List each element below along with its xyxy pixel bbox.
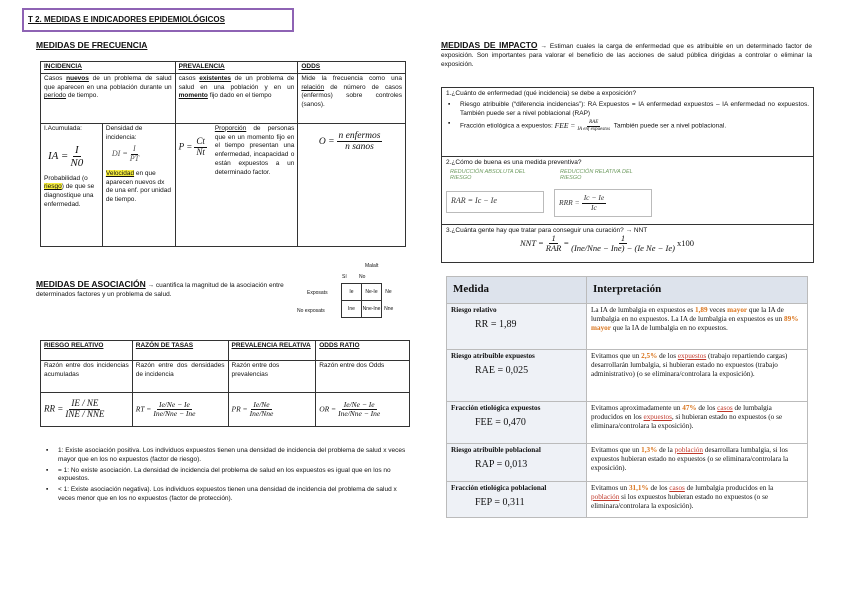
header-prevalencia: PREVALENCIA <box>175 62 298 74</box>
odds-definition: Mide la frecuencia como una relación de número de casos (enfermos) sobre controles (sanos). <box>298 73 406 123</box>
text-segment: de lumbalgia producidos en los <box>591 403 772 421</box>
medida-name: Riesgo atribuible poblacional <box>451 445 541 454</box>
question-1 <box>442 88 813 157</box>
text-segment: que la IA de lumbalgia en no expuestos. La IA de lumbalgia en expuestos es un <box>591 305 785 323</box>
question-2 <box>442 157 813 225</box>
ia-cell <box>41 123 103 246</box>
asociacion-heading <box>36 279 291 300</box>
text-segment: de la <box>657 445 675 454</box>
impacto-heading <box>441 40 812 69</box>
interpretacion-text <box>587 481 808 517</box>
p-description: Proporción de personas que en un momento fijo en el tiempo presentan una enfermedad, incapacidad o están expuestos a un determinado factor. <box>214 124 295 176</box>
odds-formula-cell <box>298 123 406 246</box>
medida-name: Riesgo relativo <box>451 305 497 314</box>
interpretacion-text <box>587 401 808 443</box>
pr-formula: PR = $\frac{Ie/Ne}{\text{Ine/Nne}}$ <box>228 393 316 427</box>
mini-cell: Ne <box>385 288 392 295</box>
text-segment: (trabajo repartiendo cargas) desarrollarán lumbalgia, si hubieran estado no expuestos (trabajo administrativo) (o se eliminara/controlara la exposición). <box>591 351 788 378</box>
impacto-title: MEDIDAS DE IMPACTO <box>441 40 538 50</box>
or-description: Razón entre dos Odds <box>316 361 410 393</box>
text-segment: Evitamos aproximadamente un <box>591 403 683 412</box>
highlight-text: 1,3% <box>641 445 658 454</box>
medida-name: Fracción etiológica poblacional <box>451 483 547 492</box>
frecuencia-table <box>40 61 406 247</box>
asociacion-bullets <box>44 447 410 506</box>
frecuencia-title: MEDIDAS DE FRECUENCIA <box>36 40 148 50</box>
asociacion-title: MEDIDAS DE ASOCIACIÓN <box>36 279 146 289</box>
highlight-text: 47% <box>682 403 697 412</box>
mini-cell: Nne-Ine <box>362 301 382 318</box>
table-row <box>447 401 808 443</box>
rt-description: Razón entre dos densidades de incidencia <box>132 361 228 393</box>
highlight-text: población <box>674 445 703 454</box>
medida-value: RR = 1,89 <box>475 318 517 330</box>
text-segment: de los <box>648 483 670 492</box>
rar-handwritten-title: REDUCCIÓN ABSOLUTA DEL RIESGO <box>450 169 526 182</box>
medida-value: FEP = 0,311 <box>475 496 525 508</box>
asociacion-description: → cuantifica la magnitud de la asociación entre determinados factores y un problema de salud. <box>36 282 284 298</box>
text-segment: veces <box>707 305 728 314</box>
impacto-questions <box>441 87 814 263</box>
header-odds: ODDS <box>298 62 406 74</box>
incidencia-definition: Casos nuevos de un problema de salud que aparecen en una población durante un período de tiempo. <box>41 73 176 123</box>
mini-col-si: Sí <box>342 274 347 280</box>
medida-value: RAP = 0,013 <box>475 458 528 470</box>
pr-description: Razón entre dos prevalencias <box>228 361 316 393</box>
highlight-text: expuestos <box>677 351 707 360</box>
mini-row-label: Exposats <box>307 290 328 296</box>
mini-cell: Ie <box>342 284 362 301</box>
or-formula: OR = $\frac{Ie/Ne - Ie}{\text{Ine/Nne − Ine}}$ <box>316 393 410 427</box>
medida-name: Riesgo atribuible expuestos <box>451 351 535 360</box>
highlight-text: 31,1% <box>628 483 649 492</box>
highlight-text: 1,89 <box>695 305 708 314</box>
mini-top-label: Malalt <box>365 263 379 269</box>
rar-formula: RAR = Ic − Ie <box>446 191 544 213</box>
mini-cell: Ine <box>342 301 362 318</box>
interp-header-medida: Medida <box>447 277 587 304</box>
question-3 <box>442 225 813 262</box>
ia-label: I.Acumulada: <box>44 124 82 132</box>
nnt-formula: NNT = $\frac{1}{\text{RAR}}$ = $\frac{1}{\text{(Ine/Nne − Ine) − (Ie Ne − Ie)}}$ x100 <box>520 233 694 254</box>
interp-header-interpretacion: Interpretación <box>587 277 808 304</box>
q2-text: 2.¿Cómo de buena es una medida preventiva? <box>446 159 582 166</box>
highlight-text: casos <box>717 403 733 412</box>
ia-formula: IA = $\frac{I}{N0}$ <box>48 143 84 169</box>
mini-row-label: No exposats <box>297 308 325 314</box>
text-segment: de los <box>657 351 678 360</box>
text-segment: si los expuestos hubieran estado no expuestos (o se eliminara/controlara la exposición). <box>591 492 769 510</box>
highlight-text: casos <box>669 483 685 492</box>
table-row <box>447 443 808 481</box>
header-pr: PREVALENCIA RELATIVA <box>228 341 316 361</box>
highlight-text: población <box>591 492 620 501</box>
prevalencia-formula-cell <box>175 123 298 246</box>
highlight-text: 89% mayor <box>591 314 799 332</box>
highlight-text: 2,5% <box>641 351 658 360</box>
interpretacion-table <box>446 276 808 518</box>
text-segment: de lumbalgia producidos en la <box>684 483 774 492</box>
header-rt: RAZÓN DE TASAS <box>132 341 228 361</box>
medida-name: Fracción etiológica expuestos <box>451 403 541 412</box>
rr-formula: RR = $\frac{IE / NE}{\text{INE / NNE}}$ <box>41 393 133 427</box>
table-row <box>447 303 808 349</box>
header-incidencia: INCIDENCIA <box>41 62 176 74</box>
di-formula: DI = $\frac{I}{PT}$ <box>111 144 140 164</box>
text-segment: Evitamos que un <box>591 445 642 454</box>
asociacion-table <box>40 340 410 427</box>
table-row <box>447 481 808 517</box>
o-formula: O = $\frac{\text{n enfermos}}{\text{n sanos}}$ <box>318 130 381 153</box>
text-segment: desarrollara lumbalgia, si los expuestos hubieran estado no expuestos (o se eliminara/controlara la exposición). <box>591 445 789 472</box>
rrr-handwritten-title: REDUCCIÓN RELATIVA DEL RIESGO <box>560 169 633 182</box>
text-segment: La IA de lumbalgia en expuestos es <box>591 305 695 314</box>
medida-value: RAE = 0,025 <box>475 364 529 376</box>
mini-cell: Nne <box>384 305 394 312</box>
rt-formula: RT = $\frac{Ie/Ne - Ie}{\text{Ine/Nne − Ine}}$ <box>132 393 228 427</box>
prevalencia-definition: casos existentes de un problema de salud en una población y en un momento fijo dado en el tiempo <box>175 73 298 123</box>
interpretacion-text <box>587 443 808 481</box>
q1-bullet-fee: ▪ Fracción etiológica a expuestos: FEE = $\frac{\text{RAE}}{\text{IA enf expuestos}}$ También puede ser a nivel poblacional. <box>446 120 809 132</box>
bullet-positive: ▪ 1: Existe asociación positiva. Los individuos expuestos tienen una densidad de incidencia del problema de salud x veces mayor que en los no expuestos (factor de riesgo). <box>44 447 410 465</box>
bullet-none: ▪ = 1: No existe asociación. La densidad de incidencia del problema de salud en los expuestos es igual que en los no expuestos. <box>44 467 410 485</box>
ia-description: Probabilidad (o riesgo) de que se diagnostique una enfermedad. <box>44 174 95 209</box>
text-segment: que la IA de lumbalgia en no expuestos. <box>610 323 728 332</box>
header-rr: RIESGO RELATIVO <box>41 341 133 361</box>
mini-cell: Ne-Ie <box>362 284 382 301</box>
q1-text: 1.¿Cuánto de enfermedad (qué incidencia) se debe a exposición? <box>446 90 637 97</box>
highlight-text: mayor <box>727 305 748 314</box>
page-title: T 2. MEDIDAS E INDICADORES EPIDEMIOLÓGICOS <box>22 8 294 32</box>
table-row <box>447 349 808 401</box>
di-label: Densidad de incidencia: <box>105 124 143 141</box>
text-segment: de los <box>696 403 718 412</box>
text-segment: Evitamos que un <box>591 351 642 360</box>
text-segment: , si hubieran estado no expuestos (o se eliminara/controlara la exposición). <box>591 412 783 430</box>
text-segment: Evitamos un <box>591 483 629 492</box>
interpretacion-text <box>587 303 808 349</box>
medida-value: FEE = 0,470 <box>475 416 526 428</box>
interpretacion-text <box>587 349 808 401</box>
di-description: Velocidad en que aparecen nuevos dx de una enf. por unidad de tiempo. <box>105 169 171 204</box>
q1-bullet-ra: ▪ Riesgo atribuible (“diferencia incidencias”): RA Expuestos = IA enfermedad expuestos – IA enfermedad no expuestos. También puede ser a nivel poblacional (RAP) <box>446 101 809 119</box>
highlight-text: expuestos <box>643 412 672 421</box>
p-formula: P = $\frac{Ct}{Nt}$ <box>178 135 205 157</box>
rr-description: Razón entre dos incidencias acumuladas <box>41 361 133 393</box>
di-cell <box>102 123 175 246</box>
rrr-formula: RRR = $\frac{Ic - Ie}{Ic}$ <box>554 189 652 217</box>
bullet-negative: ▪ < 1: Existe asociación negativa). Los individuos expuestos tienen una densidad de incidencia del problema de salud x veces menor que en los no expuestos (factor de protección). <box>44 486 410 504</box>
impacto-description: → Estiman cuales la carga de enfermedad que es atribuible en un determinado factor de exposición. Son importantes para valorar el beneficio de las acciones de salud pública dirigidas a controlar o eliminar la exposición. <box>441 43 813 68</box>
q3-text: 3.¿Cuánta gente hay que tratar para conseguir una curación? → NNT <box>446 227 648 234</box>
header-or: ODDS RATIO <box>316 341 410 361</box>
mini-col-no: No <box>359 274 366 280</box>
